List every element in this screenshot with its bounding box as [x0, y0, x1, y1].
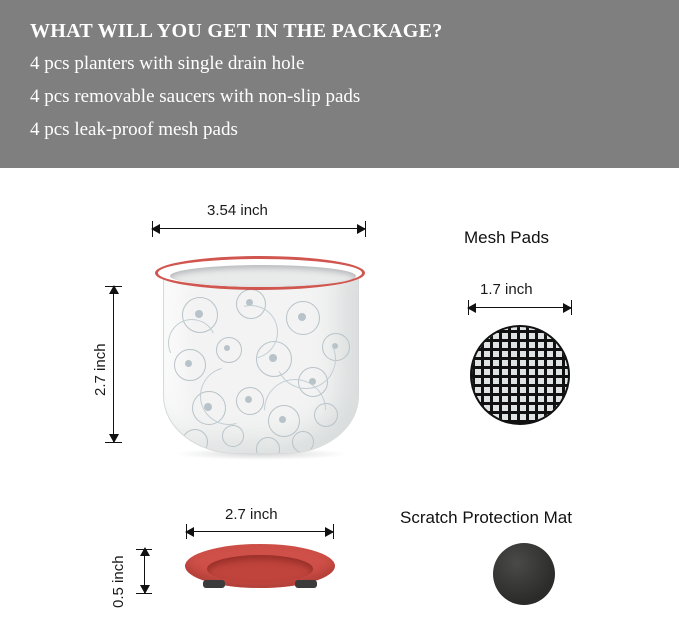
planter-height-label: 2.7 inch: [92, 343, 109, 396]
mesh-pads-label: Mesh Pads: [464, 228, 550, 247]
mesh-pad-width-line: [468, 307, 572, 308]
saucer-height-cap-bottom: [136, 593, 152, 594]
scratch-mat-label: Scratch Protection Mat: [400, 508, 572, 527]
package-contents-banner: [0, 0, 679, 168]
banner-title: WHAT WILL YOU GET IN THE PACKAGE?: [30, 20, 443, 42]
planter-rim-inner: [170, 265, 356, 287]
planter-width-label: 3.54 inch: [207, 202, 268, 219]
planter-width-cap-right: [365, 221, 366, 237]
planter-width-line: [152, 228, 366, 229]
saucer-width-label: 2.7 inch: [225, 506, 278, 523]
banner-line-1: 4 pcs planters with single drain hole: [30, 53, 305, 74]
saucer-width-cap-left: [186, 524, 187, 539]
mesh-pad-cap-right: [571, 300, 572, 315]
banner-line-3: 4 pcs leak-proof mesh pads: [30, 119, 238, 140]
mesh-pad-grid: [472, 327, 568, 423]
planter-height-cap-bottom: [105, 442, 122, 443]
planter-image: [155, 256, 365, 456]
planter-body: [163, 270, 359, 454]
saucer-height-cap-top: [136, 549, 152, 550]
mesh-pad-cap-left: [468, 300, 469, 315]
planter-height-cap-top: [105, 286, 122, 287]
mesh-pad-image: [470, 325, 570, 425]
saucer-nonslip-pad-right: [295, 580, 317, 588]
saucer-width-cap-right: [333, 524, 334, 539]
saucer-nonslip-pad-left: [203, 580, 225, 588]
planter-rim: [155, 256, 365, 290]
saucer-well: [207, 555, 313, 583]
saucer-image: [185, 540, 335, 602]
scratch-mat-image: [493, 543, 555, 605]
diagram-area: [0, 168, 679, 631]
saucer-width-line: [186, 531, 334, 532]
saucer-height-label: 0.5 inch: [110, 555, 127, 608]
planter-height-line: [113, 286, 114, 442]
mesh-pad-width-label: 1.7 inch: [480, 281, 533, 298]
banner-line-2: 4 pcs removable saucers with non-slip pads: [30, 86, 361, 107]
planter-width-cap-left: [152, 221, 153, 237]
